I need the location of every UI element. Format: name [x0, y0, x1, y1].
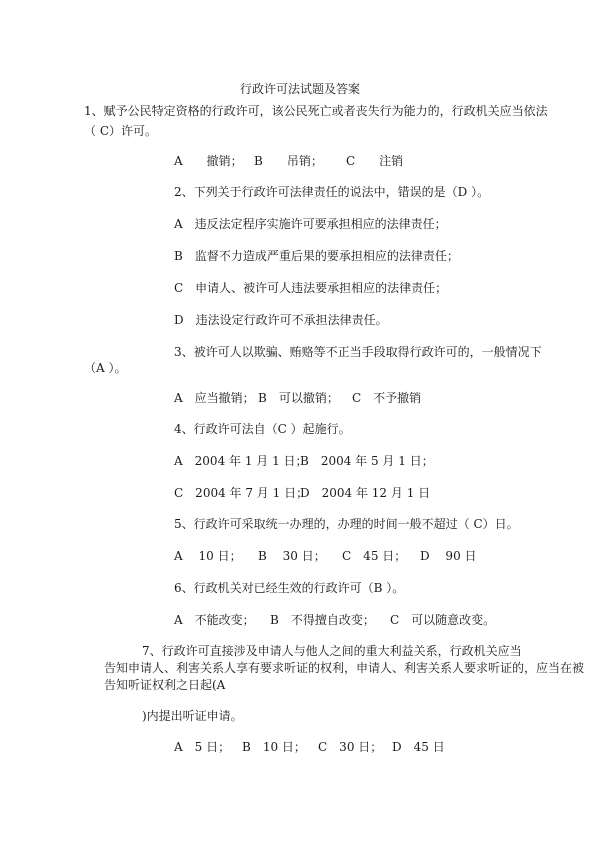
q3-option-b: B 可以撤销；	[258, 391, 339, 405]
q5-stem: 5、行政许可采取统一办理的，办理的时间一般不超过（ C）日。	[174, 517, 519, 531]
q4-option-a: A 2004 年 1 月 1 日；	[174, 454, 308, 468]
q7-stem-line2: 告知申请人、利害关系人享有要求听证的权利，申请人、利害关系人要求听证的，应当在被	[104, 661, 585, 675]
q2-stem: 2、下列关于行政许可法律责任的说法中，错误的是（D ）。	[174, 185, 490, 199]
q2-option-d: D 违法设定行政许可不承担法律责任。	[174, 313, 388, 327]
q6-option-c: C 可以随意改变。	[390, 613, 496, 627]
q7-stem-line1: 7、行政许可直接涉及申请人与他人之间的重大利益关系，行政机关应当	[142, 644, 522, 658]
q6-option-a: A 不能改变；	[174, 613, 255, 627]
q5-option-a: A 10 日；	[174, 549, 242, 563]
q3-stem-line1: 3、被许可人以欺骗、贿赂等不正当手段取得行政许可的，一般情况下	[174, 345, 542, 359]
q7-options	[174, 739, 445, 755]
q1-options	[174, 153, 403, 169]
q5-options	[174, 548, 477, 564]
q6-options	[174, 612, 495, 628]
q7-stem-line4: )内提出听证申请。	[142, 709, 243, 723]
q5-option-d: D 90 日	[420, 549, 477, 563]
q4-options-row2	[174, 485, 430, 501]
q3-option-c: C 不予撤销	[352, 391, 422, 405]
q7-option-c: C 30 日；	[318, 740, 383, 754]
q7-stem-line3: 告知听证权利之日起(A	[104, 678, 226, 692]
q4-options-row1	[174, 453, 434, 469]
q4-option-c: C 2004 年 7 月 1 日；	[174, 486, 309, 500]
document-title: 行政许可法试题及答案	[239, 82, 360, 96]
q1-option-c: C 注销	[346, 154, 404, 168]
q5-option-c: C 45 日；	[342, 549, 407, 563]
q7-option-b: B 10 日；	[242, 740, 306, 754]
q5-option-b: B 30 日；	[258, 549, 326, 563]
q1-option-a: A 撤销；	[174, 154, 243, 168]
q4-option-d: D 2004 年 12 月 1 日	[300, 486, 431, 500]
q7-option-d: D 45 日	[392, 740, 445, 754]
q4-option-b: B 2004 年 5 月 1 日；	[300, 454, 434, 468]
q2-option-a: A 违反法定程序实施许可要承担相应的法律责任；	[174, 217, 447, 231]
q3-stem-line2: （A ）。	[84, 361, 127, 375]
q1-option-b: B 吊销；	[254, 154, 323, 168]
q6-stem: 6、行政机关对已经生效的行政许可（B ）。	[174, 581, 405, 595]
q3-options	[174, 390, 421, 406]
q7-option-a: A 5 日；	[174, 740, 231, 754]
q2-option-b: B 监督不力造成严重后果的要承担相应的法律责任；	[174, 249, 459, 263]
q3-option-a: A 应当撤销；	[174, 391, 255, 405]
q1-stem-line1: 1、赋予公民特定资格的行政许可，该公民死亡或者丧失行为能力的，行政机关应当依法	[84, 104, 548, 118]
q2-option-c: C 申请人、被许可人违法要承担相应的法律责任；	[174, 281, 448, 295]
q6-option-b: B 不得擅自改变；	[270, 613, 375, 627]
q1-stem-line2: （ C）许可。	[84, 124, 157, 138]
q4-stem: 4、行政许可法自（C ）起施行。	[174, 422, 351, 436]
